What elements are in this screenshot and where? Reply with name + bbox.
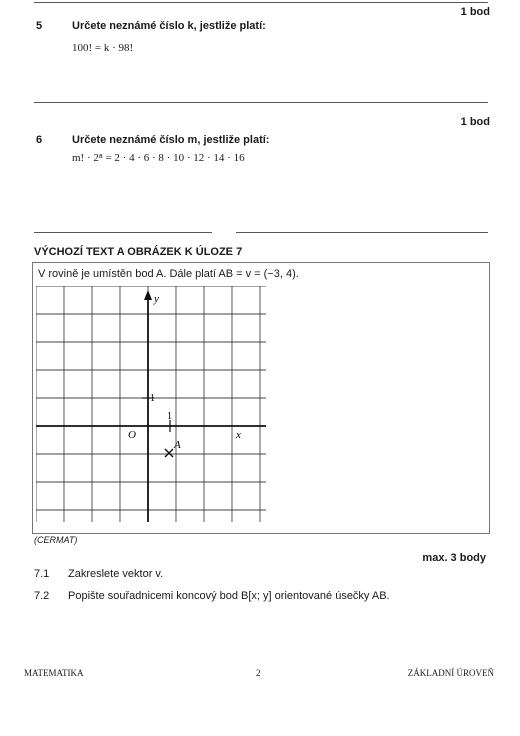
q5-formula: 100! = k · 98! xyxy=(72,42,134,54)
grid-lines xyxy=(36,286,266,522)
x-axis-label: x xyxy=(236,429,241,441)
point-a-label: A xyxy=(174,439,181,451)
q6-prompt: Určete neznámé číslo m, jestliže platí: xyxy=(72,134,270,146)
q6-answer-line-right xyxy=(236,232,488,233)
q6-points: 1 bod xyxy=(460,116,490,128)
y-axis-arrow xyxy=(144,290,152,300)
section7-max-points: max. 3 body xyxy=(422,552,486,564)
q5-number: 5 xyxy=(36,20,43,32)
y-unit-label: 1 xyxy=(150,393,155,404)
top-rule xyxy=(34,2,488,3)
task-7-1-number: 7.1 xyxy=(34,568,50,580)
q6-formula: m! · 2⁸ = 2 · 4 · 6 · 8 · 10 · 12 · 14 · 16 xyxy=(72,152,245,164)
q6-number: 6 xyxy=(36,134,43,146)
task-7-1-text: Zakreslete vektor v. xyxy=(68,568,164,580)
q6-answer-line-left xyxy=(34,232,212,233)
q5-points: 1 bod xyxy=(460,6,490,18)
section7-title: VÝCHOZÍ TEXT A OBRÁZEK K ÚLOZE 7 xyxy=(34,246,243,258)
footer-page-number: 2 xyxy=(256,668,261,678)
footer-subject: MATEMATIKA xyxy=(24,668,84,678)
task-7-2-number: 7.2 xyxy=(34,590,50,602)
section7-text: V rovině je umístěn bod A. Dále platí AB = v = (−3, 4). xyxy=(38,268,299,280)
footer-level: ZÁKLADNÍ ÚROVEŇ xyxy=(407,668,494,678)
coordinate-grid xyxy=(36,286,266,526)
q5-answer-line xyxy=(34,102,488,103)
origin-label: O xyxy=(128,429,136,441)
y-axis-label: y xyxy=(154,293,159,305)
source-credit: (CERMAT) xyxy=(34,535,78,545)
point-a-marker xyxy=(165,449,173,457)
q5-prompt: Určete neznámé číslo k, jestliže platí: xyxy=(72,20,266,32)
task-7-2-text: Popište souřadnicemi koncový bod B[x; y] orientované úsečky AB. xyxy=(68,590,390,602)
x-unit-label: 1 xyxy=(167,411,172,422)
